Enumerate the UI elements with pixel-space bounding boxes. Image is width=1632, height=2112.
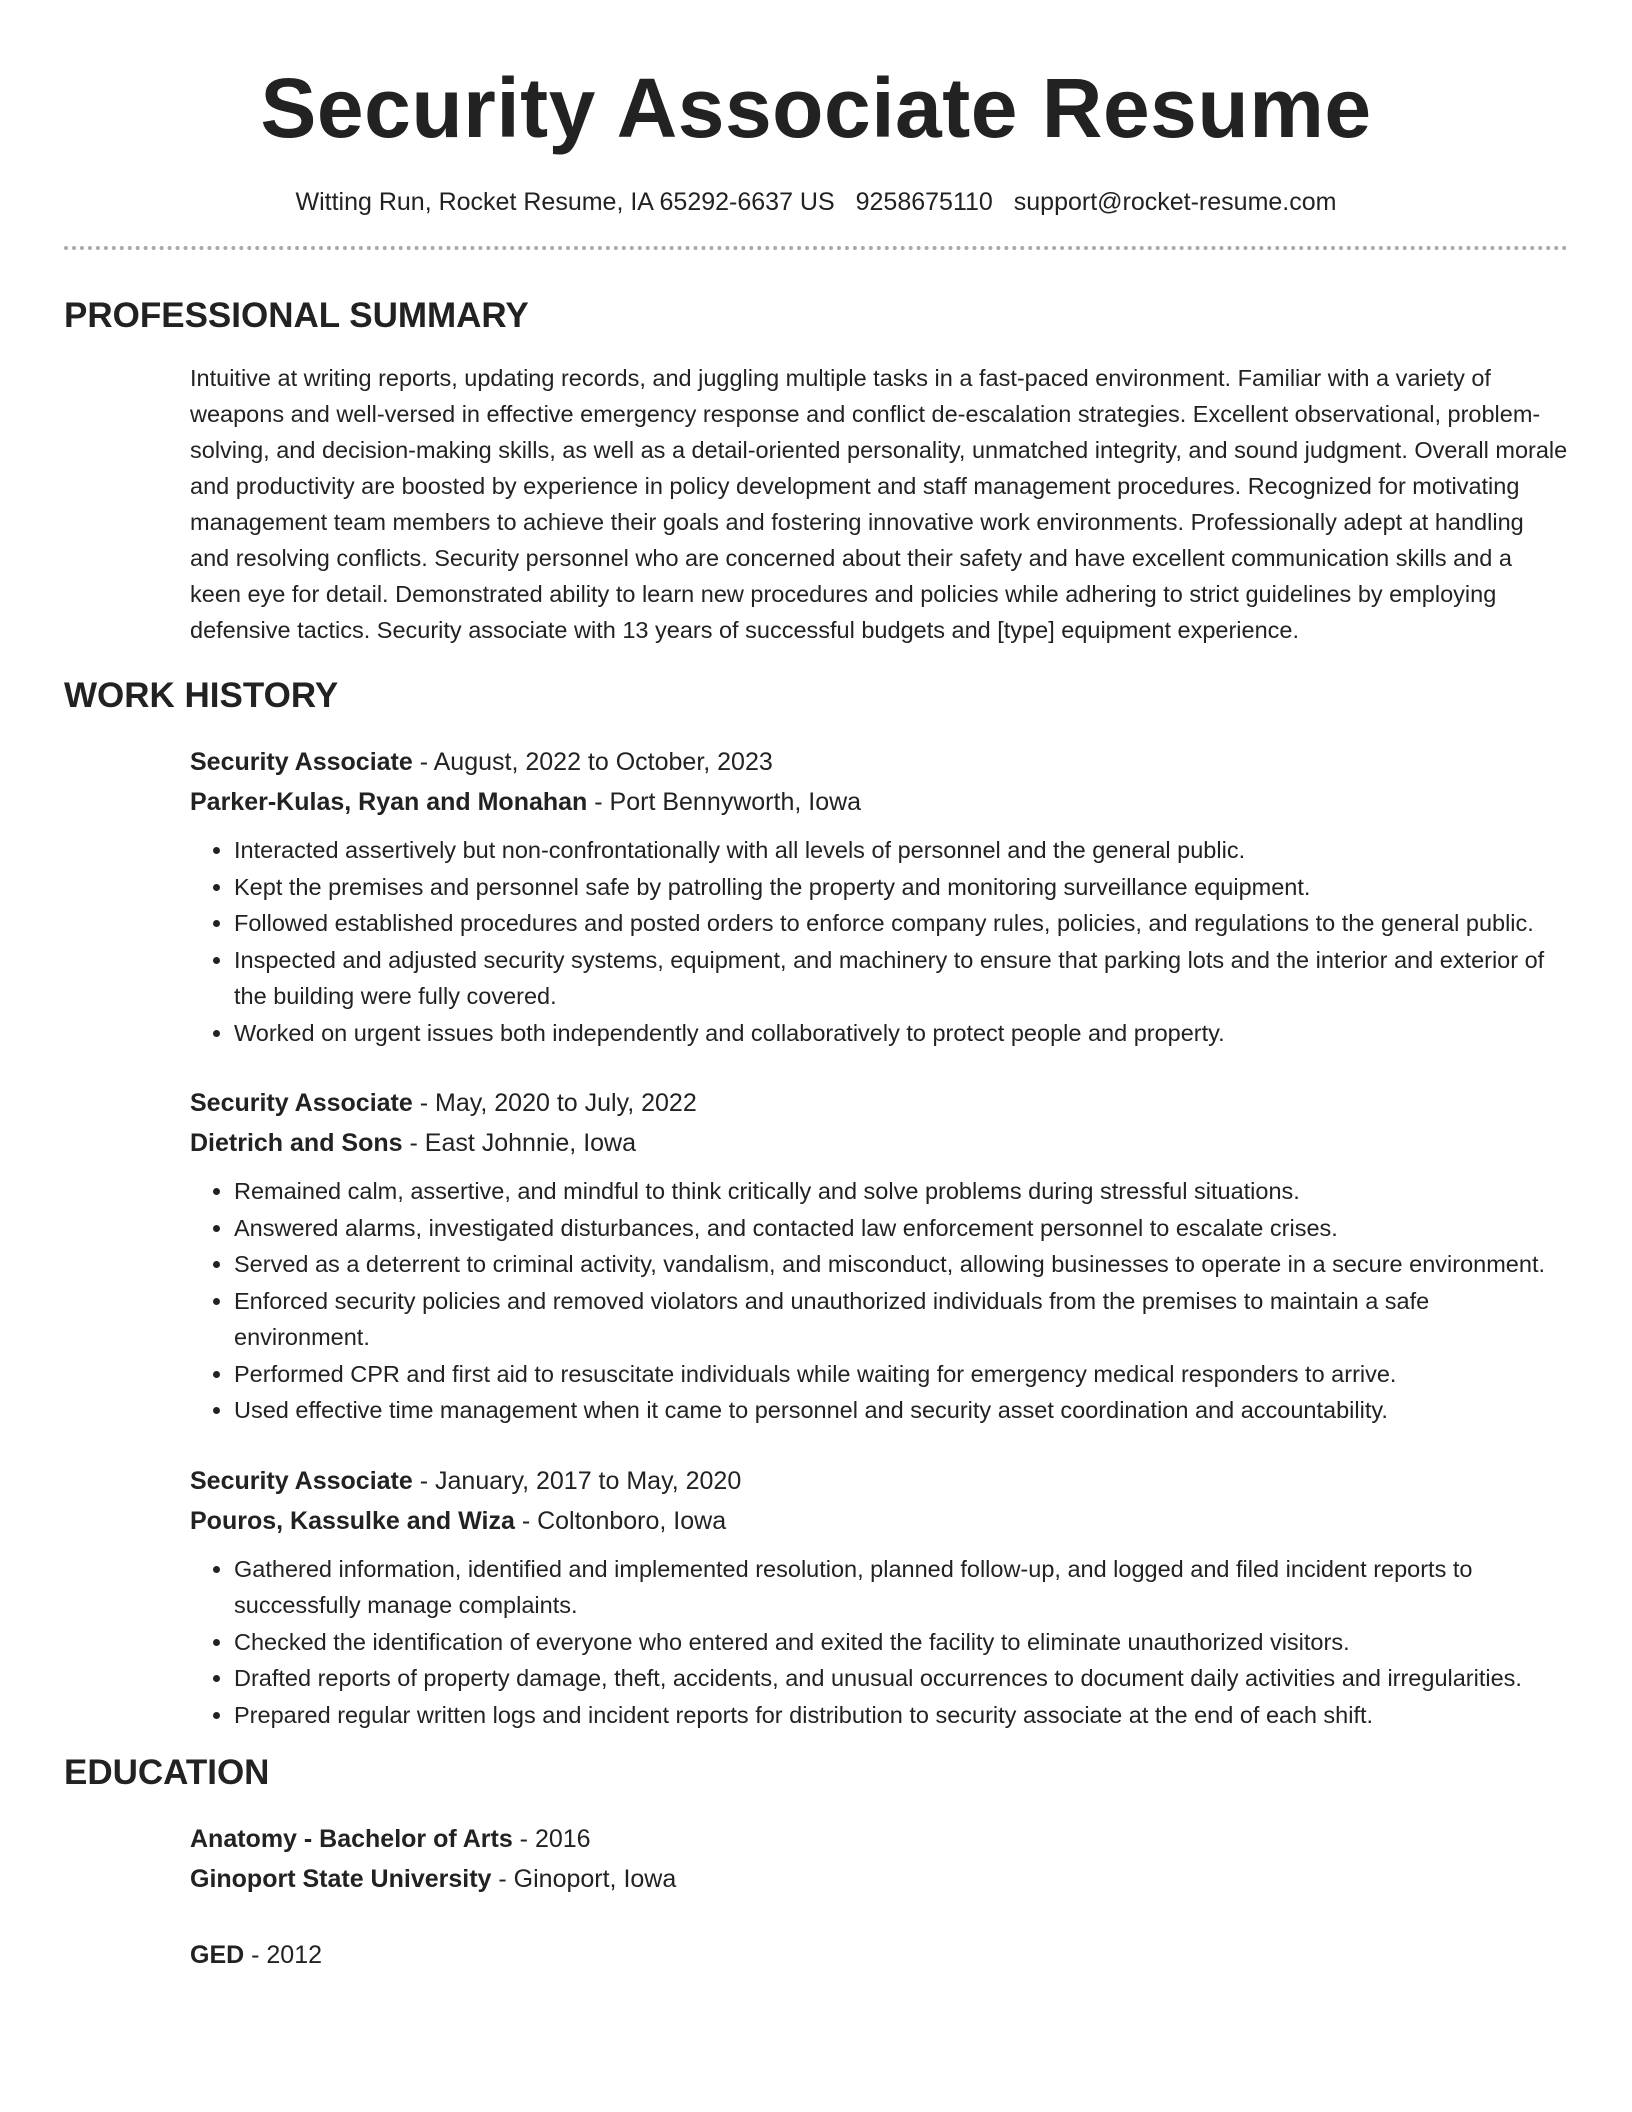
job-company-line [190,1123,1568,1163]
education-degree-line [190,1819,1568,1859]
bullet-item: • Followed established procedures and posted orders to enforce company rules, policies, and regulations to the general public. [234,905,1568,942]
bullet-item: • Inspected and adjusted security systems, equipment, and machinery to ensure that parking lots and the interior and exterior of the building were fully covered. [234,942,1568,1015]
education-school-line [190,1859,1568,1899]
education-school: Ginoport State University [190,1865,492,1893]
bullet-item: • Enforced security policies and removed violators and unauthorized individuals from the premises to maintain a safe environment. [234,1283,1568,1356]
bullet-item: • Used effective time management when it came to personnel and security asset coordination and accountability. [234,1392,1568,1429]
job-location: - Coltonboro, Iowa [514,1506,727,1535]
education-year: - 2016 [512,1825,591,1853]
job-title-line [190,1461,1568,1501]
education-degree: GED [190,1941,245,1969]
job-dates: - August, 2022 to October, 2023 [412,748,773,776]
job-bullets [190,1551,1568,1734]
job-company: Pouros, Kassulke and Wiza [190,1506,515,1535]
job-title: Security Associate [190,748,413,776]
summary-heading: PROFESSIONAL SUMMARY [64,296,529,335]
job-entry [190,1083,1568,1429]
education-entry [190,1935,1568,1975]
job-entry [190,1461,1568,1734]
bullet-item: • Answered alarms, investigated disturbances, and contacted law enforcement personnel to escalate crises. [234,1210,1568,1247]
bullet-item: • Drafted reports of property damage, theft, accidents, and unusual occurrences to document daily activities and irregularities. [234,1660,1568,1697]
education-location: - Ginoport, Iowa [491,1865,677,1893]
job-title-line [190,1083,1568,1123]
bullet-item: • Prepared regular written logs and incident reports for distribution to security associate at the end of each shift. [234,1697,1568,1734]
education-entry [190,1819,1568,1899]
job-title-line [190,742,1568,782]
education-year: - 2012 [244,1941,323,1969]
job-company: Dietrich and Sons [190,1129,403,1157]
bullet-item: • Performed CPR and first aid to resuscitate individuals while waiting for emergency medical responders to arrive. [234,1356,1568,1393]
work-history-heading: WORK HISTORY [64,676,339,715]
job-company-line [190,1501,1568,1541]
resume-title: Security Associate Resume [260,61,1372,155]
header-divider [64,246,1568,250]
contact-line [64,186,1568,218]
job-entry [190,742,1568,1051]
contact-email: support@rocket-resume.com [1013,188,1337,216]
summary-text: Intuitive at writing reports, updating records, and juggling multiple tasks in a fast-paced environment. Familiar with a variety of weapons and well-versed in effective emergency response and conflict de-escalation strategies. Excellent observational, problem-solving, and decision-making skills, as well as a detail-oriented personality, unmatched integrity, and sound judgment. Overall morale and productivity are boosted by experience in policy development and staff management procedures. Recognized for motivating management team members to achieve their goals and fostering innovative work environments. Professionally adept at handling and resolving conflicts. Security personnel who are concerned about their safety and have excellent communication skills and a keen eye for detail. Demonstrated ability to learn new procedures and policies while adhering to strict guidelines by employing defensive tactics. Security associate with 13 years of successful budgets and [type] equipment experience. [190,365,1568,643]
job-title: Security Associate [190,1089,413,1117]
job-title: Security Associate [190,1466,413,1495]
education-degree: Anatomy - Bachelor of Arts [190,1825,513,1853]
job-location: - East Johnnie, Iowa [402,1129,637,1157]
job-company: Parker-Kulas, Ryan and Monahan [190,788,588,816]
job-bullets [190,832,1568,1051]
bullet-item: • Interacted assertively but non-confrontationally with all levels of personnel and the general public. [234,832,1568,869]
bullet-item: • Worked on urgent issues both independently and collaboratively to protect people and property. [234,1015,1568,1052]
bullet-item: • Served as a deterrent to criminal activity, vandalism, and misconduct, allowing businesses to operate in a secure environment. [234,1246,1568,1283]
bullet-item: • Gathered information, identified and implemented resolution, planned follow-up, and logged and filed incident reports to successfully manage complaints. [234,1551,1568,1624]
job-bullets [190,1173,1568,1429]
bullet-item: • Kept the premises and personnel safe by patrolling the property and monitoring surveillance equipment. [234,869,1568,906]
education-heading: EDUCATION [64,1753,270,1792]
education-degree-line [190,1935,1568,1975]
contact-address: Witting Run, Rocket Resume, IA 65292-6637 US [295,188,835,216]
job-dates: - January, 2017 to May, 2020 [412,1466,742,1495]
job-company-line [190,782,1568,822]
contact-phone: 9258675110 [855,188,993,216]
job-location: - Port Bennyworth, Iowa [587,788,862,816]
job-dates: - May, 2020 to July, 2022 [412,1089,697,1117]
bullet-item: • Remained calm, assertive, and mindful to think critically and solve problems during stressful situations. [234,1173,1568,1210]
bullet-item: • Checked the identification of everyone who entered and exited the facility to eliminate unauthorized visitors. [234,1624,1568,1661]
